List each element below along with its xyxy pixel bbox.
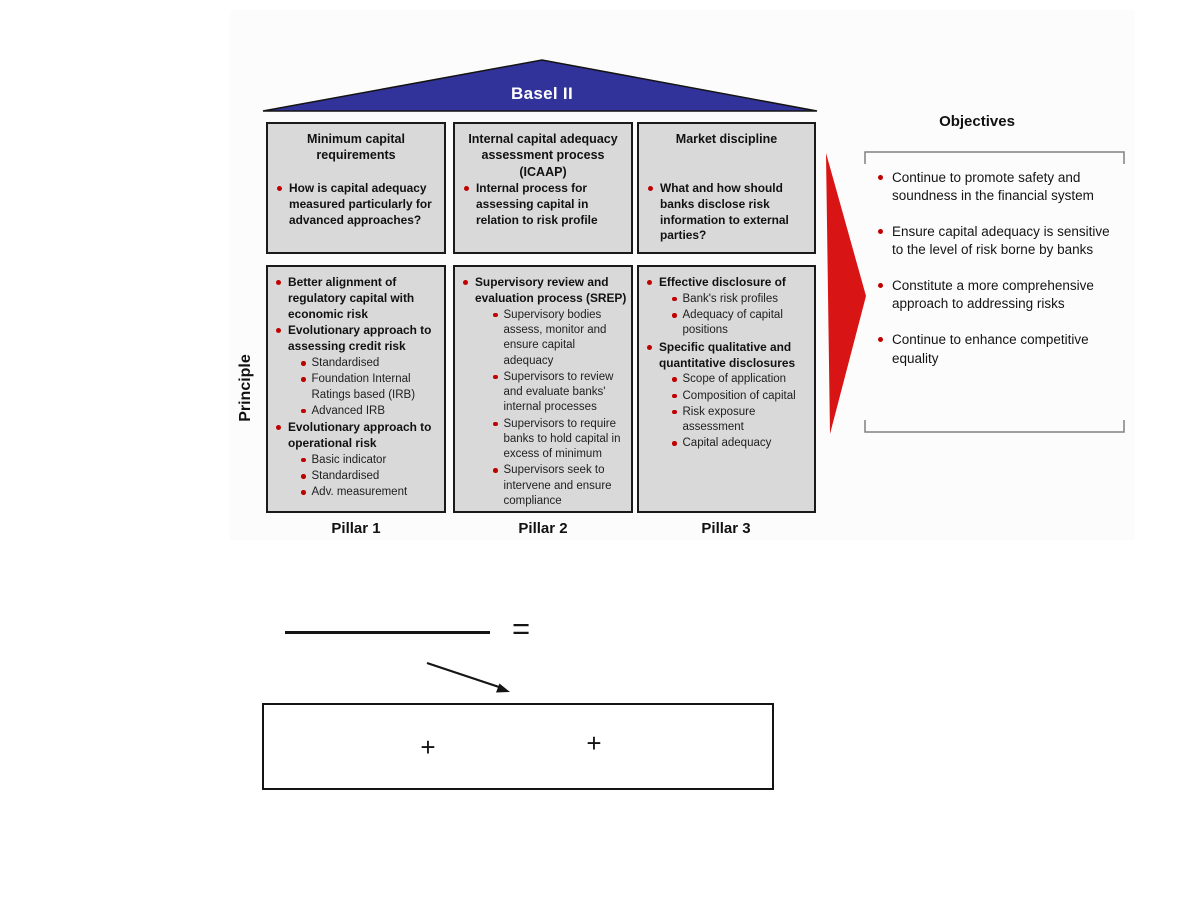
bullet-item <box>275 420 440 452</box>
bullet-dot-icon <box>493 422 498 427</box>
bullet-text: Internal process for assessing capital in relation to risk profile <box>476 181 598 227</box>
bullet-text: How is capital adequacy measured particularly for advanced approaches? <box>289 181 432 227</box>
bullet-dot-icon <box>276 328 281 333</box>
pillar3-top-box <box>637 122 816 254</box>
bullet-text: Adequacy of capital positions <box>682 309 783 337</box>
pillar1-detail-box <box>266 265 446 513</box>
bullet-item <box>462 275 627 307</box>
bullet-item <box>275 323 440 355</box>
bullet-item <box>647 181 806 244</box>
bullet-dot-icon <box>301 458 306 463</box>
bullet-dot-icon <box>276 425 281 430</box>
bullet-item <box>672 292 810 307</box>
bullet-text: Bank's risk profiles <box>682 292 779 305</box>
bullet-text: Evolutionary approach to operational risk <box>288 420 432 451</box>
bullet-item <box>493 370 627 416</box>
bullet-dot-icon <box>301 361 306 366</box>
pillar3-top-list <box>647 181 806 244</box>
bullet-dot-icon <box>672 377 677 382</box>
bullet-dot-icon <box>301 377 306 382</box>
bullet-text: Evolutionary approach to assessing credit risk <box>288 323 432 354</box>
bullet-dot-icon <box>878 283 883 288</box>
pillar3-detail-list <box>646 275 810 452</box>
bullet-text: Supervisors to review and evaluate banks' internal processes <box>503 370 614 414</box>
sum-box <box>262 703 774 790</box>
fraction-line <box>285 631 490 634</box>
bullet-item <box>276 181 436 228</box>
bullet-item <box>301 404 440 419</box>
bullet-item <box>878 223 1118 259</box>
bullet-item <box>672 372 810 387</box>
bullet-item <box>672 436 810 451</box>
bullet-dot-icon <box>301 490 306 495</box>
bullet-item <box>646 340 810 372</box>
bullet-item <box>275 275 440 322</box>
bullet-text: What and how should banks disclose risk information to external parties? <box>660 181 789 243</box>
bullet-dot-icon <box>878 175 883 180</box>
bullet-dot-icon <box>672 441 677 446</box>
bullet-text: Foundation Internal Ratings based (IRB) <box>311 373 416 401</box>
bullet-item <box>301 356 440 371</box>
bullet-text: Supervisory bodies assess, monitor and ensure capital adequacy <box>503 308 607 367</box>
bullet-item <box>493 308 627 369</box>
bullet-text: Standardised <box>311 357 380 370</box>
pillar1-top-title: Minimum capital requirements <box>307 132 405 163</box>
objectives-list <box>878 169 1118 386</box>
bullet-text: Effective disclosure of <box>659 275 786 289</box>
bullet-item <box>301 469 440 484</box>
bullet-dot-icon <box>277 186 282 191</box>
bullet-text: Supervisors to require banks to hold capital in excess of minimum <box>503 417 621 461</box>
bullet-dot-icon <box>878 337 883 342</box>
bullet-text: Specific qualitative and quantitative disclosures <box>659 339 796 370</box>
pillar2-top-title: Internal capital adequacy assessment process (ICAAP) <box>468 132 618 179</box>
pillar2-detail-list <box>462 275 627 509</box>
bullet-text: Adv. measurement <box>311 486 408 499</box>
bullet-text: Ensure capital adequacy is sensitive to the level of risk borne by banks <box>892 224 1110 258</box>
equals-sign: = <box>511 611 531 646</box>
bullet-item <box>301 372 440 403</box>
bullet-text: Better alignment of regulatory capital with economic risk <box>288 275 415 321</box>
pillar1-top-box <box>266 122 446 254</box>
principle-axis-label: Principle <box>237 354 254 422</box>
bullet-item <box>672 308 810 339</box>
pillar1-detail-list <box>275 275 440 501</box>
bullet-dot-icon <box>647 345 652 350</box>
bullet-item <box>493 463 627 509</box>
pillar3-top-title: Market discipline <box>675 132 778 146</box>
bullet-text: Supervisors seek to intervene and ensure compliance <box>503 464 612 508</box>
bullet-dot-icon <box>878 229 883 234</box>
pillar3-label: Pillar 3 <box>701 520 751 537</box>
bullet-text: Continue to promote safety and soundness in the financial system <box>892 170 1094 204</box>
bullet-item <box>878 277 1118 313</box>
bullet-item <box>463 181 623 228</box>
plus-sign-1: + <box>420 732 436 762</box>
pillar2-top-box <box>453 122 633 254</box>
bullet-item <box>672 389 810 404</box>
bullet-dot-icon <box>672 394 677 399</box>
bullet-dot-icon <box>276 280 281 285</box>
bullet-item <box>878 169 1118 205</box>
pillar2-detail-box <box>453 265 633 513</box>
bullet-dot-icon <box>493 375 498 380</box>
bullet-dot-icon <box>301 409 306 414</box>
bullet-text: Capital adequacy <box>682 437 772 450</box>
bullet-text: Risk exposure assessment <box>682 405 756 434</box>
bullet-dot-icon <box>493 468 498 473</box>
bullet-dot-icon <box>463 280 468 285</box>
pillar1-label: Pillar 1 <box>331 520 381 537</box>
arrow-head <box>496 684 510 693</box>
plus-sign-2: + <box>586 728 602 758</box>
bullet-text: Supervisory review and evaluation process (SREP) <box>475 275 627 305</box>
roof-title: Basel II <box>511 84 573 103</box>
pillar2-label: Pillar 2 <box>518 520 568 537</box>
bullet-dot-icon <box>672 297 677 302</box>
bullet-text: Scope of application <box>682 373 787 386</box>
bullet-dot-icon <box>648 186 653 191</box>
bullet-item <box>301 485 440 500</box>
annotation-arrow-icon <box>420 655 520 700</box>
bullet-dot-icon <box>464 186 469 191</box>
bullet-text: Standardised <box>311 470 380 483</box>
pillar1-top-list <box>276 181 436 228</box>
bullet-text: Advanced IRB <box>311 404 386 417</box>
pillar3-detail-box <box>637 265 816 513</box>
pillar2-top-list <box>463 181 623 228</box>
bullet-dot-icon <box>301 474 306 479</box>
bullet-text: Basic indicator <box>311 453 387 466</box>
bullet-dot-icon <box>647 280 652 285</box>
bullet-item <box>672 405 810 436</box>
bullet-text: Constitute a more comprehensive approach to addressing risks <box>892 278 1094 312</box>
bullet-dot-icon <box>672 313 677 318</box>
bullet-dot-icon <box>672 410 677 415</box>
bullet-item <box>878 331 1118 367</box>
bullet-text: Composition of capital <box>682 389 796 402</box>
bullet-item <box>646 275 810 291</box>
objectives-title: Objectives <box>939 113 1015 130</box>
bullet-item <box>301 453 440 468</box>
bullet-dot-icon <box>493 313 498 318</box>
bullet-text: Continue to enhance competitive equality <box>892 332 1089 366</box>
arrow-line <box>427 663 499 687</box>
bullet-item <box>493 417 627 463</box>
